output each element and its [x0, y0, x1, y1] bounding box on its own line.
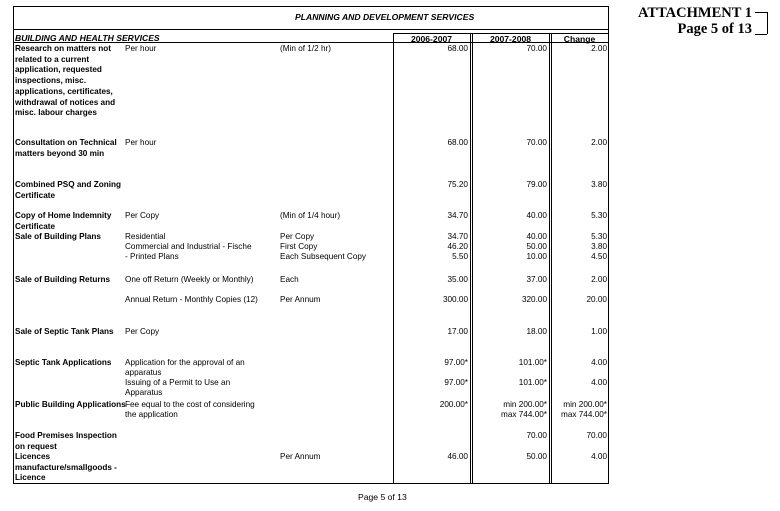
fee-unit-line: Commercial and Industrial - Fische — [125, 242, 252, 251]
fee-unit-line: Per Copy — [125, 327, 160, 336]
fee-change-line: 3.80 — [591, 180, 607, 189]
fee-2007-2008 — [475, 327, 547, 337]
fee-note — [280, 232, 392, 262]
fee-change-line: min 200.00* — [563, 400, 607, 409]
fee-item-name: Septic Tank Applications — [15, 358, 112, 367]
fee-change — [553, 327, 607, 337]
fee-2006-2007 — [394, 295, 468, 305]
fee-2007-2008 — [475, 275, 547, 285]
fee-change — [553, 44, 607, 54]
attachment-page: Page 5 of 13 — [677, 21, 752, 37]
attachment-label — [638, 5, 752, 37]
fee-unit-line: - Printed Plans — [125, 252, 179, 261]
col-divider-3 — [472, 33, 473, 483]
fee-2007-2008-line: 40.00 — [526, 232, 547, 241]
fee-note-line: Per Annum — [280, 295, 321, 304]
fee-2006-2007 — [394, 358, 468, 368]
column-head-2007-2008: 2007-2008 — [489, 34, 532, 44]
fee-change-line: 2.00 — [591, 138, 607, 147]
fee-change-line: 5.30 — [591, 211, 607, 220]
fee-2006-2007-line: 97.00* — [444, 378, 468, 387]
fee-change-line: 2.00 — [591, 275, 607, 284]
fee-change — [553, 452, 607, 462]
fee-2007-2008-line: 70.00 — [526, 44, 547, 53]
fee-note — [280, 452, 392, 462]
fee-unit-line: Fee equal to the cost of considering — [125, 400, 255, 409]
fee-2007-2008-line: 320.00 — [521, 295, 547, 304]
fee-2006-2007 — [394, 378, 468, 388]
fee-2006-2007 — [394, 452, 468, 462]
fee-2006-2007 — [394, 180, 468, 190]
col-divider-4 — [549, 33, 550, 483]
fee-unit — [125, 211, 281, 221]
fee-note — [280, 275, 392, 285]
fee-change-line: 20.00 — [586, 295, 607, 304]
fee-2006-2007-line: 35.00 — [447, 275, 468, 284]
fee-item-name: Food Premises Inspection on request — [15, 431, 117, 451]
fee-unit — [125, 275, 281, 285]
fee-2006-2007-line: 17.00 — [447, 327, 468, 336]
fee-note-line: Per Annum — [280, 452, 321, 461]
fee-2006-2007-line: 34.70 — [447, 211, 468, 220]
fee-2006-2007-line: 68.00 — [447, 44, 468, 53]
fee-unit-line: Issuing of a Permit to Use an — [125, 378, 231, 387]
fee-2007-2008-line: 101.00* — [518, 358, 547, 367]
fee-2007-2008 — [475, 295, 547, 305]
fee-change — [553, 180, 607, 190]
fee-2006-2007-line: 75.20 — [447, 180, 468, 189]
fee-item-name: Consultation on Technical matters beyond 30 min — [15, 138, 117, 158]
fee-item-name: Sale of Building Plans — [15, 232, 101, 241]
fee-2006-2007-line: 200.00* — [439, 400, 468, 409]
fee-2007-2008 — [475, 180, 547, 190]
fee-change-line: 3.80 — [591, 242, 607, 251]
fee-unit-line: Per hour — [125, 44, 157, 53]
attachment-rule-top — [755, 12, 767, 13]
fee-unit — [125, 138, 281, 148]
attachment-rule-side — [767, 12, 768, 34]
fee-2006-2007 — [394, 400, 468, 410]
fee-2007-2008-line: 50.00 — [526, 452, 547, 461]
fee-2007-2008 — [475, 232, 547, 262]
left-border — [13, 6, 14, 483]
fee-note-line: Per Copy — [280, 232, 315, 241]
fee-2007-2008-line: 70.00 — [526, 431, 547, 440]
fee-2006-2007-line: 68.00 — [447, 138, 468, 147]
fee-unit — [125, 44, 281, 54]
fee-unit-line: Application for the approval of an — [125, 358, 245, 367]
fee-2007-2008 — [475, 211, 547, 221]
fee-change-line: 2.00 — [591, 44, 607, 53]
fee-change — [553, 275, 607, 285]
fee-change — [553, 211, 607, 221]
fee-change — [553, 378, 607, 388]
page-footer: Page 5 of 13 — [358, 492, 407, 502]
fee-unit-line: Apparatus — [125, 388, 163, 397]
fee-2007-2008-line: 40.00 — [526, 211, 547, 220]
fee-change-line: 70.00 — [586, 431, 607, 440]
fee-unit — [125, 400, 281, 420]
header-rule — [13, 29, 609, 30]
col-divider-2 — [470, 33, 471, 483]
fee-2006-2007 — [394, 211, 468, 221]
fee-note — [280, 295, 392, 305]
fee-unit-line: Per hour — [125, 138, 157, 147]
fee-2007-2008-line: 37.00 — [526, 275, 547, 284]
fee-note-line: (Min of 1/2 hr) — [280, 44, 331, 53]
fee-note-line: Each Subsequent Copy — [280, 252, 367, 261]
fee-2007-2008 — [475, 138, 547, 148]
fee-change — [553, 295, 607, 305]
fee-change-line: 4.00 — [591, 358, 607, 367]
fee-2007-2008 — [475, 452, 547, 462]
column-head-2006-2007: 2006-2007 — [410, 34, 453, 44]
fee-2006-2007-line: 5.50 — [452, 252, 468, 261]
top-border — [13, 6, 609, 7]
fee-change — [553, 400, 607, 420]
fee-unit-line: One off Return (Weekly or Monthly) — [125, 275, 254, 284]
fee-2007-2008-line: min 200.00* — [503, 400, 547, 409]
fee-note — [280, 211, 392, 221]
fee-change-line: 5.30 — [591, 232, 607, 241]
fee-2006-2007 — [394, 138, 468, 148]
fee-unit — [125, 378, 281, 398]
fee-change — [553, 232, 607, 262]
right-border — [608, 6, 609, 483]
fee-change-line: 1.00 — [591, 327, 607, 336]
fee-note-line: First Copy — [280, 242, 318, 251]
fee-2007-2008 — [475, 358, 547, 368]
fee-unit-line: the application — [125, 410, 178, 419]
fee-2006-2007-line: 97.00* — [444, 358, 468, 367]
fee-2007-2008-line: 79.00 — [526, 180, 547, 189]
fee-2006-2007 — [394, 44, 468, 54]
fee-2007-2008-line: 70.00 — [526, 138, 547, 147]
col-divider-5 — [551, 33, 552, 483]
fee-item-name: Copy of Home Indemnity Certificate — [15, 211, 112, 231]
fee-2006-2007 — [394, 327, 468, 337]
column-head-change: Change — [563, 34, 596, 44]
fee-note-line: Each — [280, 275, 299, 284]
fee-2006-2007-line: 46.20 — [447, 242, 468, 251]
fee-2007-2008-line: 10.00 — [526, 252, 547, 261]
fee-change-line: 4.00 — [591, 378, 607, 387]
fee-2006-2007-line: 300.00 — [442, 295, 468, 304]
fee-change-line: max 744.00* — [561, 410, 607, 419]
fee-unit-line: apparatus — [125, 368, 162, 377]
fee-unit — [125, 358, 281, 378]
fee-change — [553, 358, 607, 368]
fee-2007-2008 — [475, 44, 547, 54]
fee-item-name: Sale of Building Returns — [15, 275, 111, 284]
fee-2006-2007 — [394, 232, 468, 262]
fee-2006-2007-line: 34.70 — [447, 232, 468, 241]
fee-change-line: 4.00 — [591, 452, 607, 461]
fee-2007-2008-line: 101.00* — [518, 378, 547, 387]
fee-unit — [125, 327, 281, 337]
fee-2007-2008 — [475, 400, 547, 420]
fee-2007-2008 — [475, 378, 547, 388]
fee-item-name: Licences manufacture/smallgoods - Licence — [15, 452, 117, 483]
fee-item-name: Public Building Applications — [15, 400, 126, 409]
fee-change — [553, 138, 607, 148]
fee-unit — [125, 295, 281, 305]
fee-note-line: (Min of 1/4 hour) — [280, 211, 341, 220]
fee-unit-line: Residential — [125, 232, 166, 241]
fee-item-name: Combined PSQ and Zoning Certificate — [15, 180, 121, 200]
fee-unit — [125, 232, 281, 262]
fee-2006-2007-line: 46.00 — [447, 452, 468, 461]
fee-note — [280, 44, 392, 54]
fee-unit-line: Annual Return - Monthly Copies (12) — [125, 295, 258, 304]
attachment-number: ATTACHMENT 1 — [638, 5, 752, 21]
fee-change-line: 4.50 — [591, 252, 607, 261]
fee-2007-2008-line: max 744.00* — [501, 410, 547, 419]
fee-2006-2007 — [394, 275, 468, 285]
fee-unit-line: Per Copy — [125, 211, 160, 220]
fee-2007-2008-line: 50.00 — [526, 242, 547, 251]
fee-item-name: Research on matters not related to a current application, requested inspections, misc. applications, certificates, withdrawal of notices and misc. labour charges — [15, 44, 116, 118]
fee-change — [553, 431, 607, 441]
fee-item-name: Sale of Septic Tank Plans — [15, 327, 114, 336]
section-title: BUILDING AND HEALTH SERVICES — [15, 33, 160, 43]
attachment-rule-bottom — [755, 34, 767, 35]
page-header-title: PLANNING AND DEVELOPMENT SERVICES — [295, 12, 475, 22]
fee-2007-2008-line: 18.00 — [526, 327, 547, 336]
fee-2007-2008 — [475, 431, 547, 441]
